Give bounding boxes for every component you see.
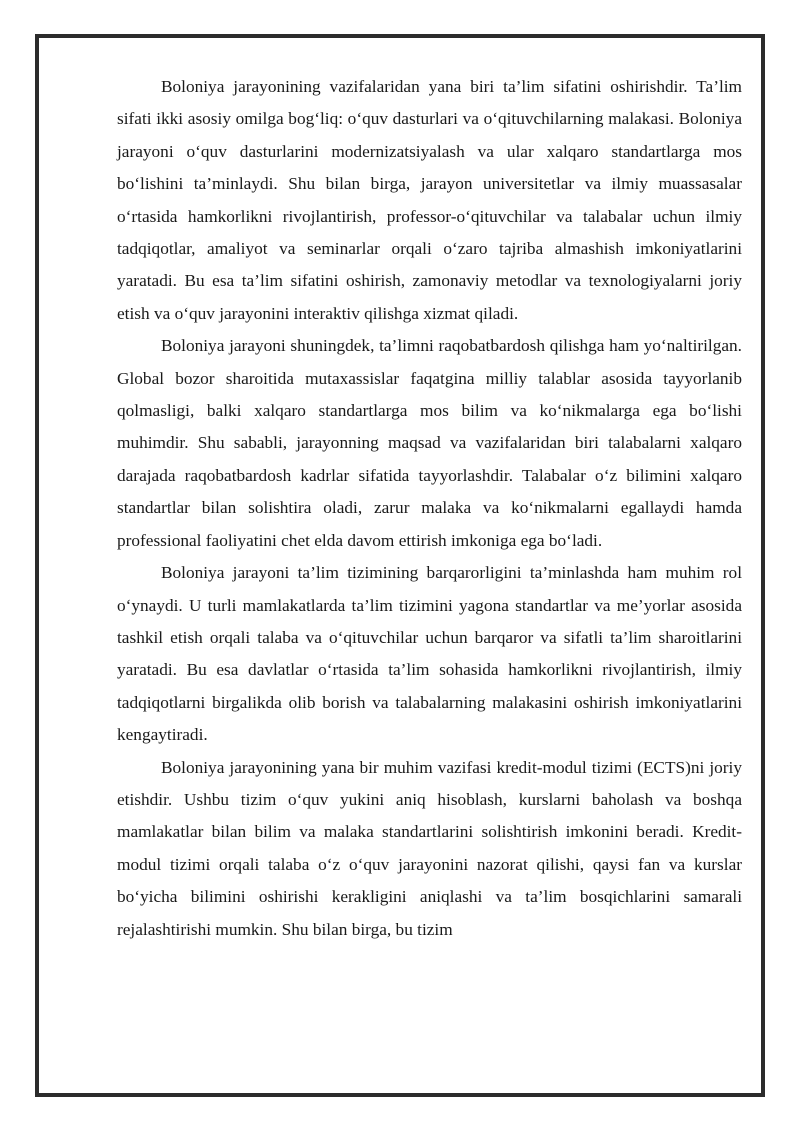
document-body [117,71,742,946]
paragraph-competitiveness: Boloniya jarayoni shuningdek, ta’limni raqobatbardosh qilishga ham yo‘naltirilgan. Global bozor sharoitida mutaxassislar faqatgina milliy talablar asosida tayyorlanib qolmasligi, balki xalqaro standartlarga mos bilim va ko‘nikmalarga ega bo‘lishi muhimdir. Shu sababli, jarayonning maqsad va vazifalaridan biri talabalarni xalqaro darajada raqobatbardosh kadrlar sifatida tayyorlashdir. Talabalar o‘z bilimini xalqaro standartlar bilan solishtira oladi, zarur malaka va ko‘nikmalarni egallaydi hamda professional faoliyatini chet elda davom ettirish imkoniga ega bo‘ladi. [117,336,742,550]
paragraph-stability: Boloniya jarayoni ta’lim tizimining barqarorligini ta’minlashda ham muhim rol o‘ynaydi. U turli mamlakatlarda ta’lim tizimini yagona standartlar va me’yorlar asosida tashkil etish orqali talaba va o‘qituvchilar uchun barqaror va sifatli ta’lim sharoitlarini yaratadi. Bu esa davlatlar o‘rtasida ta’lim sohasida hamkorlikni rivojlantirish, ilmiy tadqiqotlarni birgalikda olib borish va talabalarning malakasini oshirish imkoniyatlarini kengaytiradi. [117,563,742,745]
paragraph-quality: Boloniya jarayonining vazifalaridan yana biri ta’lim sifatini oshirishdir. Ta’lim sifati ikki asosiy omilga bog‘liq: o‘quv dasturlari va o‘qituvchilarning malakasi. Boloniya jarayoni o‘quv dasturlarini modernizatsiyalash va ular xalqaro standartlarga mos bo‘lishini ta’minlaydi. Shu bilan birga, jarayon universitetlar va ilmiy muassasalar o‘rtasida hamkorlikni rivojlantirish, professor-o‘qituvchilar va talabalar uchun ilmiy tadqiqotlar, amaliyot va seminarlar orqali o‘zaro tajriba almashish imkoniyatlarini yaratadi. Bu esa ta’lim sifatini oshirish, zamonaviy metodlar va texnologiyalarni joriy etish va o‘quv jarayonini interaktiv qilishga xizmat qiladi. [117,77,742,323]
paragraph-credit-module: Boloniya jarayonining yana bir muhim vazifasi kredit-modul tizimi (ECTS)ni joriy etishdir. Ushbu tizim o‘quv yukini aniq hisoblash, kurslarni baholash va boshqa mamlakatlar bilan bilim va malaka standartlarini solishtirish imkonini beradi. Kredit-modul tizimi orqali talaba o‘z o‘quv jarayonini nazorat qilishi, qaysi fan va kurslar bo‘yicha bilimini oshirishi kerakligini aniqlashi va ta’lim bosqichlarini samarali rejalashtirishi mumkin. Shu bilan birga, bu tizim [117,757,742,939]
